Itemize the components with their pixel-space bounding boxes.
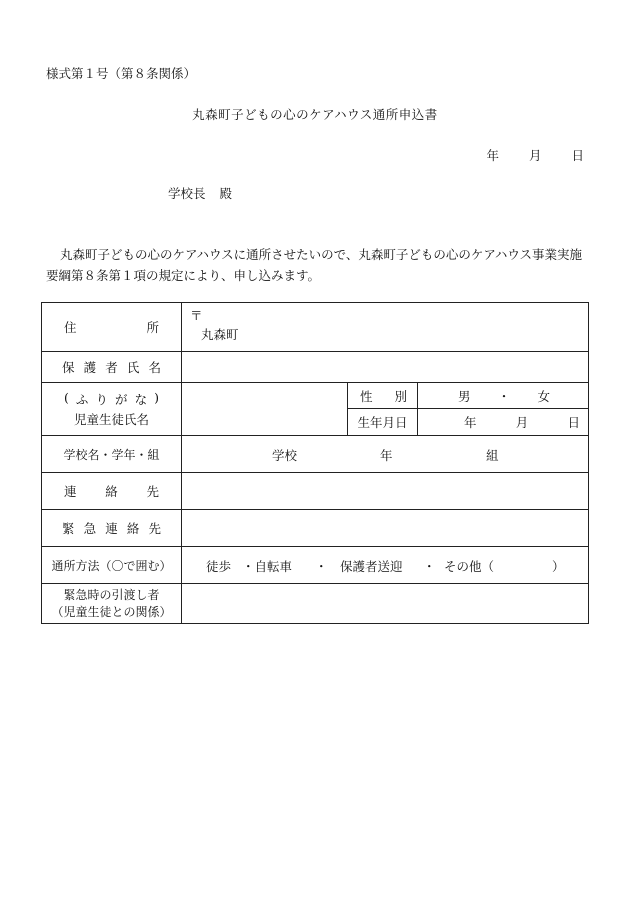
emergency-contact-label: 緊 急 連 絡 先	[42, 510, 182, 547]
school-label: 学校名・学年・組	[42, 436, 182, 473]
application-form-table	[41, 302, 589, 624]
emergency-contact-field[interactable]	[182, 510, 589, 547]
birthdate-label: 生年月日	[348, 409, 418, 436]
sex-option-female[interactable]: 女	[537, 388, 551, 404]
pickup-field[interactable]	[182, 584, 589, 624]
sex-option-male[interactable]: 男	[458, 388, 471, 404]
application-statement: 丸森町子どもの心のケアハウスに通所させたいので、丸森町子どもの心のケアハウス事業実施要綱第８条第１項の規定により、申し込みます。	[46, 247, 583, 283]
application-date	[486, 148, 584, 164]
birthdate-field[interactable]: 年 月 日	[418, 409, 589, 436]
school-row	[42, 436, 589, 473]
pickup-row	[42, 584, 589, 624]
commute-option-other[interactable]: その他（	[444, 559, 495, 574]
address-field[interactable]	[182, 303, 589, 352]
addressee-honorific: 殿	[219, 186, 233, 201]
address-row	[42, 303, 589, 352]
contact-row	[42, 473, 589, 510]
guardian-row	[42, 352, 589, 383]
contact-field[interactable]	[182, 473, 589, 510]
date-month-unit: 月	[528, 148, 542, 163]
school-field[interactable]	[182, 436, 589, 473]
pickup-label: 緊急時の引渡し者 （児童生徒との関係）	[42, 584, 182, 624]
class-unit: 組	[486, 448, 499, 463]
postal-mark: 〒	[190, 308, 203, 323]
addressee	[168, 186, 232, 202]
form-number: 様式第１号（第８条関係）	[46, 66, 197, 81]
contact-label: 連 絡 先	[42, 473, 182, 510]
guardian-name-field[interactable]	[182, 352, 589, 383]
commute-label: 通所方法（〇で囲む）	[42, 547, 182, 584]
emergency-contact-row	[42, 510, 589, 547]
address-town: 丸森町	[201, 327, 239, 342]
date-year-unit: 年	[486, 148, 499, 163]
child-name-field[interactable]	[182, 383, 348, 436]
commute-options[interactable]: 徒歩 ・自転車 ・ 保護者送迎 ・ その他（ ）	[182, 547, 589, 584]
address-label: 住 所	[42, 303, 182, 352]
commute-option-bicycle[interactable]: ・自転車	[242, 559, 293, 574]
sex-label: 性 別	[348, 383, 418, 409]
date-day-unit: 日	[571, 148, 584, 163]
commute-row	[42, 547, 589, 584]
sex-options[interactable]: 男 ・ 女	[418, 383, 589, 409]
commute-option-walk[interactable]: 徒歩	[206, 559, 232, 574]
commute-option-guardian[interactable]: 保護者送迎	[340, 559, 403, 574]
addressee-role: 学校長	[168, 186, 206, 201]
document-title: 丸森町子どもの心のケアハウス通所申込書	[192, 107, 438, 122]
school-unit: 学校	[272, 448, 298, 463]
grade-unit: 年	[380, 448, 393, 463]
guardian-name-label: 保 護 者 氏 名	[42, 352, 182, 383]
child-name-label: ( ふ り が な ) 児童生徒氏名	[42, 383, 182, 436]
child-row-1	[42, 383, 589, 409]
